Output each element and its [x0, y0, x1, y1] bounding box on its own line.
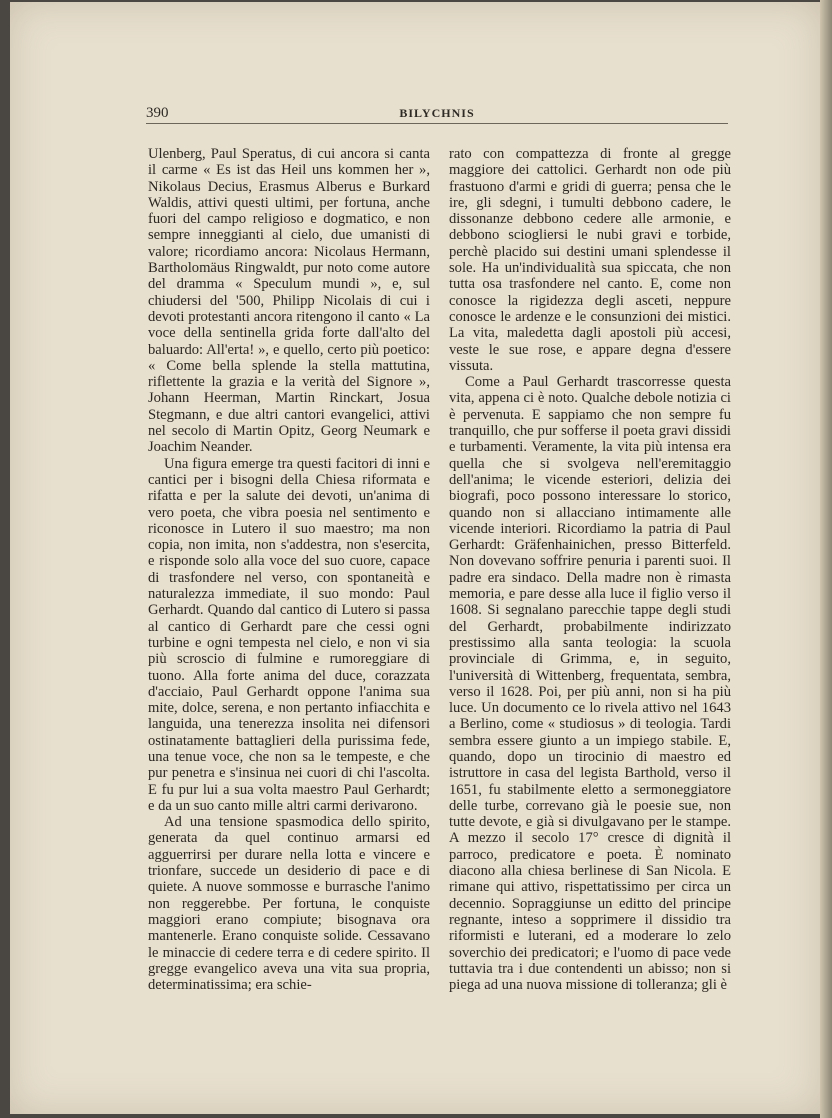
paragraph: Ulenberg, Paul Speratus, di cui ancora si canta il carme « Es ist das Heil uns kommen her », Nikolaus Decius, Erasmus Alberus e Burkard Waldis, attivi questi ultimi, per fortuna, anche fuori del campo religioso e dogmatico, e non sempre inneggianti al cielo, due umanisti di valore; ricordiamo ancora: Nicolaus Hermann, Bartholomäus Ringwaldt, pur noto come autore del dramma « Speculum mundi », e, sul chiudersi del '500, Philipp Nicolais di cui i devoti protestanti ancora ritengono il canto « La voce della sentinella grida forte dall'alto del baluardo: All'erta! », e quello, certo più poetico: « Come bella splende la stella mattutina, riflettente la grazia e la verità del Signore », Johann Heerman, Martin Rinckart, Josua Stegmann, e due altri cantori evangelici, attivi nel secolo di Martin Opitz, Georg Neumark e Joachim Neander. [148, 146, 430, 456]
paragraph: rato con compattezza di fronte al gregge maggiore dei cattolici. Gerhardt non ode più frastuono d'armi e gridi di guerra; pensa che le ire, gli sdegni, i tumulti debbono cadere, le dissonanze debbono cedere alle armonie, e debbono sciogliersi le nubi gravi e torbide, perchè placido sui destini umani splendesse il sole. Ha un'individualità sua spiccata, che non tutta osa trasfondere nel canto. E, come non conosce la rigidezza degli asceti, neppure conosce le ardenze e le consunzioni dei mistici. La vita, maledetta dagli apostoli più accesi, veste le sue rose, e appare degna d'essere vissuta. [449, 146, 731, 374]
paragraph: Ad una tensione spasmodica dello spirito, generata da quel continuo armarsi ed agguerrirsi per durare nella lotta e vincere e trionfare, succede un desiderio di pace e di quiete. A nuove sommosse e burrasche l'animo non reggerebbe. Per fortuna, le conquiste maggiori erano compiute; bisognava ora mantenerle. Erano conquiste solide. Cessavano le minaccie di cedere terra e di cedere spirito. Il gregge evangelico aveva una vita sua propria, determinatissima; era schie- [148, 814, 430, 994]
paragraph: Come a Paul Gerhardt trascorresse questa vita, appena ci è noto. Qualche debole notizia ci è pervenuta. E sappiamo che non sempre fu tranquillo, che pur sofferse il poeta gravi dissidi e turbamenti. Veramente, la vita più intensa era quella che si svolgeva nell'eremitaggio dell'anima; le vicende esteriori, delizia dei biografi, poco possono interessare lo storico, quando non si allacciano intimamente alle vicende interiori. Ricordiamo la patria di Paul Gerhardt: Gräfenhainichen, presso Bitterfeld. Non dovevano soffrire penuria i parenti suoi. Il padre era sindaco. Della madre non è rimasta memoria, e pare desse alla luce il figlio verso il 1608. Si segnalano parecchie tappe degli studi del Gerhardt, probabilmente indirizzato prestissimo alla santa teologia: la scuola provinciale di Grimma, e, in seguito, l'università di Wittenberg, frequentata, sembra, verso il 1628. Poi, per più anni, non si ha più luce. Un documento ce lo rivela attivo nel 1643 a Berlino, come « studiosus » di teologia. Tardi sembra essere giunto a un impiego stabile. E, quando, dopo un tirocinio di maestro ed istruttore in casa del legista Barthold, verso il 1651, fu stabilmente eletto a sermoneggiatore delle turbe, correvano già le poesie sue, non tutte devote, e già si divulgavano per le stampe. A mezzo il secolo 17° cresce di dignità il parroco, predicatore e poeta. È nominato diacono alla chiesa berlinese di San Nicola. E rimane qui attivo, rispettatissimo per circa un decennio. Sopraggiunse un editto del principe regnante, inteso a sopprimere il dissidio tra riformisti e luterani, ed a moderare lo zelo soverchio dei predicatori; e l'uomo di pace vede tuttavia tra i due contendenti un abisso; non si piega ad una nuova missione di tolleranza; gli è [449, 374, 731, 994]
page-header [146, 103, 728, 124]
left-column [148, 146, 430, 993]
paragraph: Una figura emerge tra questi facitori di inni e cantici per i bisogni della Chiesa riformata e rifatta e per la salute dei devoti, un'anima di vero poeta, che vibra poesia nel sentimento e riconosce in Lutero il suo maestro; ma non copia, non imita, non s'addestra, non s'esercita, e risponde solo alla voce del suo cuore, capace di trasfondere nel verso, con spontaneità e naturalezza immediate, il suo mondo: Paul Gerhardt. Quando dal cantico di Lutero si passa al cantico di Gerhardt pare che cessi ogni turbine e ogni tempesta nel cielo, e non vi sia più scroscio di fulmine e rumoreggiare di tuono. Alla forte anima del duce, corazzata d'acciaio, Paul Gerhardt oppone l'anima sua mite, dolce, serena, e non pertanto infiacchita e languida, una tenerezza insolita nei difensori ostinatamente battaglieri della purissima fede, una tenue voce, che non sa le tempeste, e che pur penetra e s'insinua nei cuori di chi l'ascolta. E fu pur lui a sua volta maestro Paul Gerhardt; e da un suo canto mille altri carmi derivarono. [148, 455, 430, 814]
page-edge [820, 0, 832, 1118]
page-number: 390 [146, 105, 169, 121]
right-column [449, 146, 731, 993]
running-title: BILYCHNIS [399, 106, 475, 120]
